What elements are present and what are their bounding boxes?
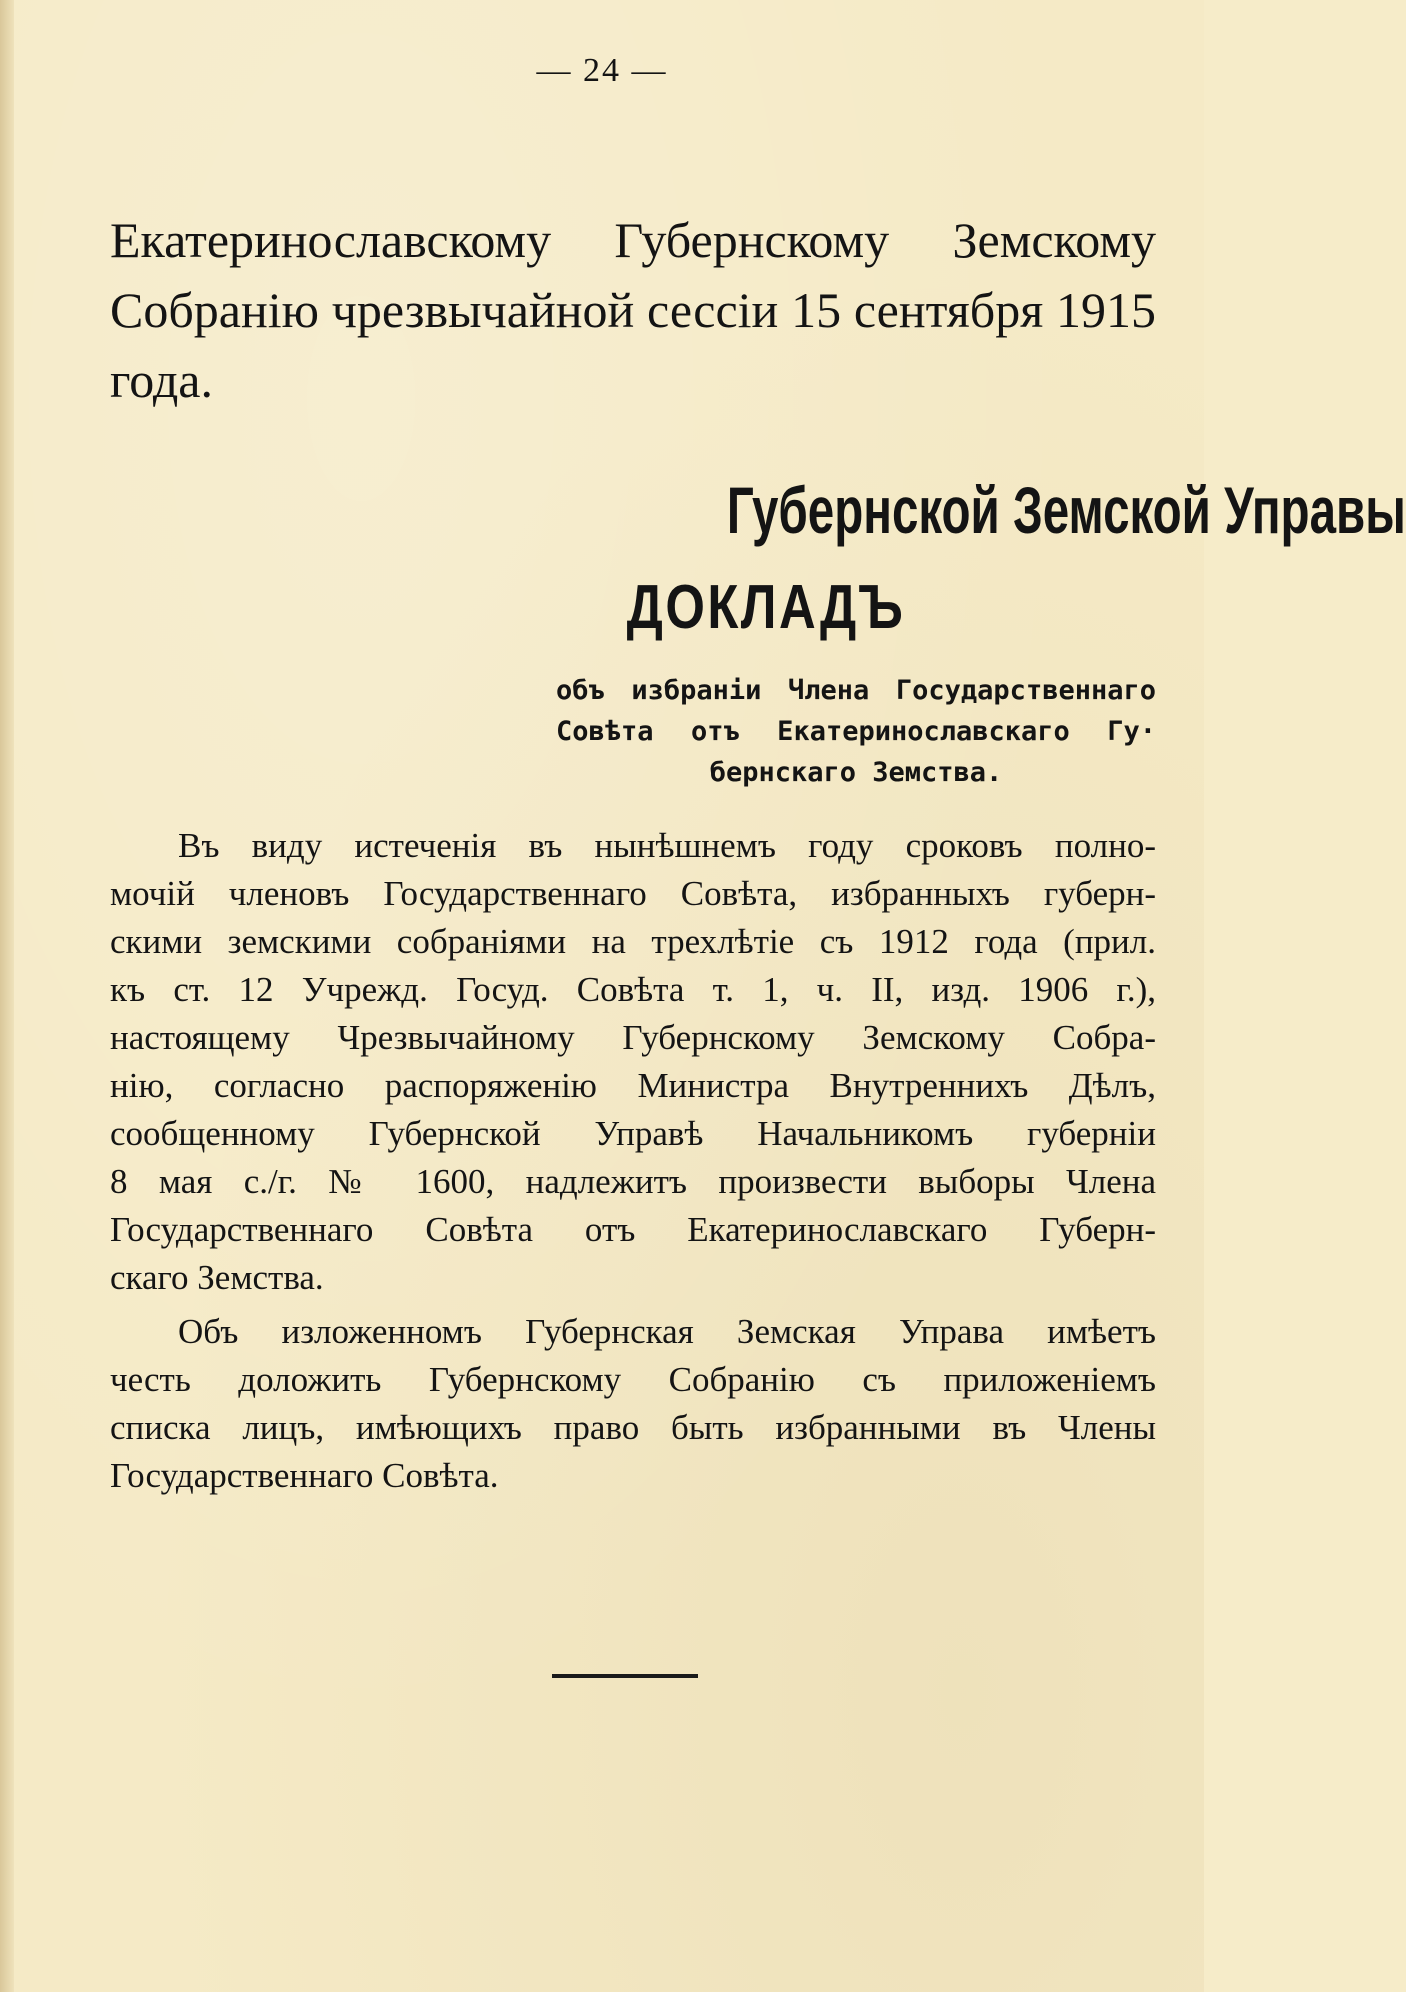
paragraph-line: къ ст. 12 Учрежд. Госуд. Совѣта т. 1, ч. II, изд. 1906 г.), bbox=[110, 970, 1156, 1009]
paragraph-line: Государственнаго Совѣта. bbox=[110, 1456, 499, 1495]
page-edge bbox=[0, 0, 14, 1992]
paragraph-line: списка лицъ, имѣющихъ право быть избранными въ Члены bbox=[110, 1408, 1156, 1447]
report-title: ДОКЛАДЪ bbox=[626, 573, 906, 642]
paragraph-line: 8 мая с./г. № 1600, надлежитъ произвести выборы Члена bbox=[110, 1162, 1156, 1201]
paragraph-line: скаго Земства. bbox=[110, 1258, 324, 1297]
subject-line: объ избраніи Члена Государственнаго bbox=[556, 675, 1156, 706]
report-subject bbox=[556, 670, 1156, 793]
body-text bbox=[110, 822, 1156, 1500]
paragraph-line: настоящему Чрезвычайному Губернскому Земскому Собра- bbox=[110, 1018, 1156, 1057]
page-number: — 24 — bbox=[536, 52, 668, 89]
paragraph-line: Государственнаго Совѣта отъ Екатеринославскаго Губерн- bbox=[110, 1210, 1156, 1249]
subject-line: бернскаго Земства. bbox=[709, 757, 1003, 788]
paragraph-line: скими земскими собраніями на трехлѣтіе съ 1912 года (прил. bbox=[110, 922, 1156, 961]
paragraph-line: сообщенному Губернской Управѣ Начальникомъ губерніи bbox=[110, 1114, 1156, 1153]
subject-line: Совѣта отъ Екатеринославскаго Гу· bbox=[556, 716, 1156, 747]
paragraph-line: мочій членовъ Государственнаго Совѣта, избранныхъ губерн- bbox=[110, 874, 1156, 913]
paragraph-line: Объ изложенномъ Губернская Земская Управа имѣетъ bbox=[178, 1312, 1156, 1351]
addressee-heading: Екатеринославскому Губернскому Земскому Собранію чрезвычайной сессіи 15 сентября 1915 года. bbox=[110, 212, 1156, 408]
report-heading: Губернской Земской Управы bbox=[726, 473, 1406, 547]
paragraph-line: нію, согласно распоряженію Министра Внутреннихъ Дѣлъ, bbox=[110, 1066, 1156, 1105]
paragraph-line: честь доложить Губернскому Собранію съ приложеніемъ bbox=[110, 1360, 1156, 1399]
closing-rule bbox=[552, 1674, 698, 1678]
paragraph-line: Въ виду истеченія въ нынѣшнемъ году сроковъ полно- bbox=[178, 826, 1156, 865]
